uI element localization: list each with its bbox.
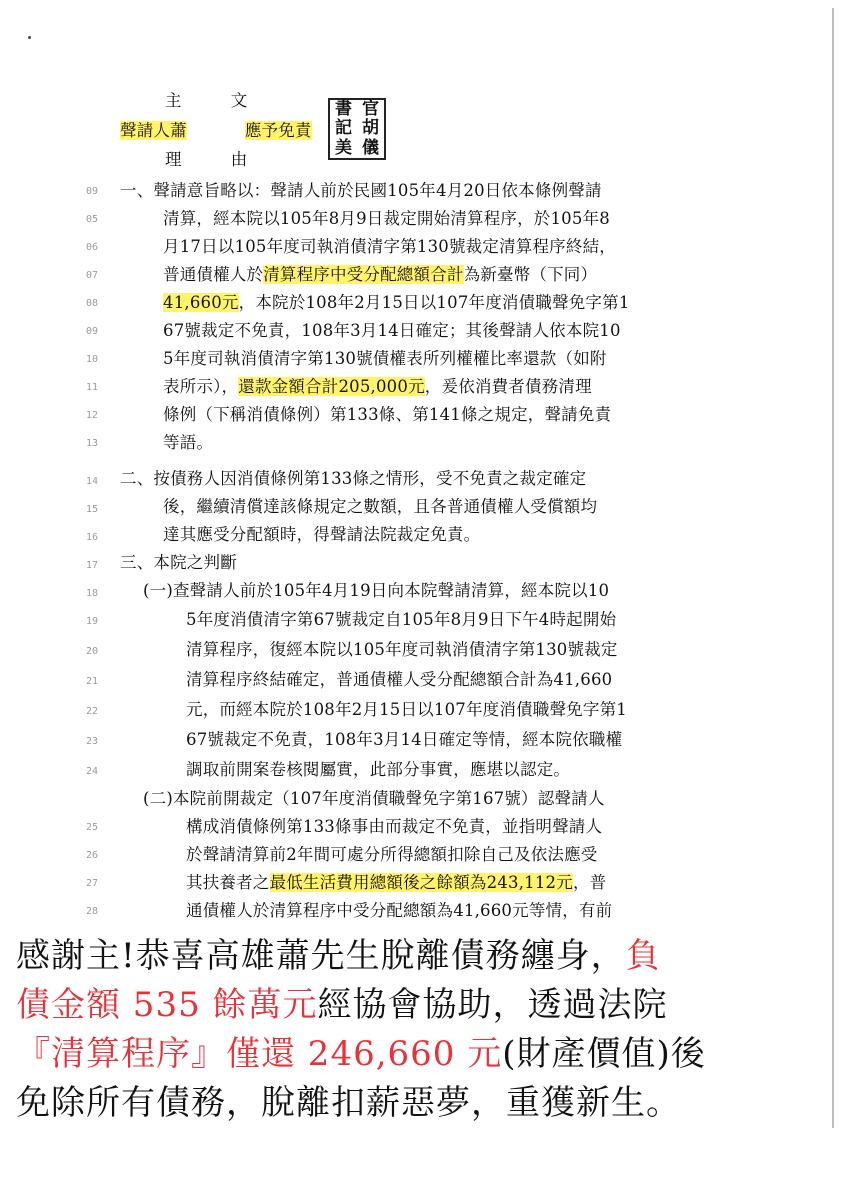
margin-number: 22 xyxy=(86,706,99,717)
margin-number: 17 xyxy=(86,560,99,571)
margin-number: 08 xyxy=(86,298,99,309)
margin-number: 28 xyxy=(86,906,99,917)
scan-edge-line xyxy=(832,8,834,1128)
margin-number: 09 xyxy=(86,186,99,197)
body-line: 清算，經本院以105年8月9日裁定開始清算程序，於105年8 xyxy=(163,209,610,228)
highlight-distribution: 清算程序中受分配總額合計 xyxy=(263,265,464,284)
body-line: 67號裁定不免責，108年3月14日確定；其後聲請人依本院10 xyxy=(163,321,621,340)
heading-main: 主 文 xyxy=(165,91,270,110)
body-line: 調取前開案卷核閱屬實，此部分事實，應堪以認定。 xyxy=(186,760,571,779)
banner-line-1: 感謝主!恭喜高雄蕭先生脫離債務纏身，負 xyxy=(16,936,661,976)
scan-speck xyxy=(28,36,31,39)
main-text-applicant: 聲請人蕭 xyxy=(120,121,187,140)
margin-number: 20 xyxy=(86,646,99,657)
margin-number: 12 xyxy=(86,410,99,421)
margin-number: 23 xyxy=(86,736,99,747)
heading-reason: 理 由 xyxy=(165,150,270,169)
margin-number: 13 xyxy=(86,438,99,449)
margin-number: 26 xyxy=(86,850,99,861)
margin-number: 18 xyxy=(86,588,99,599)
body-line: (一)查聲請人前於105年4月19日向本院聲請清算，經本院以10 xyxy=(143,581,610,600)
body-line: 一、聲請意旨略以：聲請人前於民國105年4月20日依本條例聲請 xyxy=(120,181,602,200)
body-line: 其扶養者之最低生活費用總額後之餘額為243,112元，普 xyxy=(186,873,607,892)
margin-number: 24 xyxy=(86,766,99,777)
body-line: 5年度消債清字第67號裁定自105年8月9日下午4時起開始 xyxy=(186,610,617,629)
highlight-repayment: 還款金額合計205,000元 xyxy=(238,377,425,396)
congratulation-banner xyxy=(0,928,830,1130)
body-line: 普通債權人於清算程序中受分配總額合計為新臺幣（下同） xyxy=(163,265,598,284)
section-heading: 三、本院之判斷 xyxy=(120,553,237,572)
margin-number: 21 xyxy=(86,676,99,687)
body-line: 二、按債務人因消債條例第133條之情形，受不免責之裁定確定 xyxy=(120,469,587,488)
body-line: 清算程序終結確定，普通債權人受分配總額合計為41,660 xyxy=(186,670,613,689)
banner-line-4: 免除所有債務，脫離扣薪惡夢，重獲新生。 xyxy=(16,1083,681,1123)
body-line: 等語。 xyxy=(163,433,214,452)
body-line: 於聲請清算前2年間可處分所得總額扣除自己及依法應受 xyxy=(186,845,598,864)
body-line: 構成消債條例第133條事由而裁定不免責，並指明聲請人 xyxy=(186,817,603,836)
body-line: 清算程序，復經本院以105年度司執消債清字第130號裁定 xyxy=(186,640,618,659)
margin-number: 05 xyxy=(86,214,99,225)
body-line: 元，而經本院於108年2月15日以107年度消債職聲免字第1 xyxy=(186,700,627,719)
margin-number: 10 xyxy=(86,354,99,365)
banner-line-3: 『清算程序』僅還 246,660 元(財產價值)後 xyxy=(16,1034,706,1074)
body-line: 後，繼續清償達該條規定之數額，且各普通債權人受償額均 xyxy=(163,497,598,516)
margin-number: 09 xyxy=(86,326,99,337)
margin-number: 25 xyxy=(86,822,99,833)
body-line: 月17日以105年度司執消債清字第130號裁定清算程序終結， xyxy=(163,237,616,256)
margin-number: 15 xyxy=(86,504,99,515)
body-line: 通債權人於清算程序中受分配總額為41,660元等情，有前 xyxy=(186,901,613,920)
margin-number: 19 xyxy=(86,616,99,627)
repaid-amount: 『清算程序』僅還 246,660 元 xyxy=(16,1034,503,1074)
body-line: 67號裁定不免責，108年3月14日確定等情，經本院依職權 xyxy=(186,730,623,749)
margin-number: 06 xyxy=(86,242,99,253)
margin-number: 27 xyxy=(86,878,99,889)
body-line: 41,660元，本院於108年2月15日以107年度消債職聲免字第1 xyxy=(163,293,630,312)
main-text-ruling: 應予免責 xyxy=(244,121,312,140)
clerk-seal: 書 官 記 胡 美 儀 xyxy=(328,98,386,160)
margin-number: 16 xyxy=(86,532,99,543)
main-text xyxy=(120,120,312,142)
body-line: 達其應受分配額時，得聲請法院裁定免責。 xyxy=(163,525,481,544)
body-line: 條例（下稱消債條例）第133條、第141條之規定，聲請免責 xyxy=(163,405,612,424)
highlight-amount: 41,660元 xyxy=(163,293,239,312)
banner-line-2: 債金額 535 餘萬元經協會協助，透過法院 xyxy=(16,985,668,1025)
body-line: 5年度司執消債清字第130號債權表所列權權比率還款（如附 xyxy=(163,349,607,368)
debt-amount: 債金額 535 餘萬元 xyxy=(16,985,318,1025)
margin-number: 11 xyxy=(86,382,99,393)
body-line: (二)本院前開裁定（107年度消債職聲免字第167號）認聲請人 xyxy=(143,789,605,808)
body-line: 表所示），還款金額合計205,000元，爰依消費者債務清理 xyxy=(163,377,592,396)
margin-number: 14 xyxy=(86,476,99,487)
margin-number: 07 xyxy=(86,270,99,281)
highlight-living-cost: 最低生活費用總額後之餘額為243,112元 xyxy=(269,873,573,892)
